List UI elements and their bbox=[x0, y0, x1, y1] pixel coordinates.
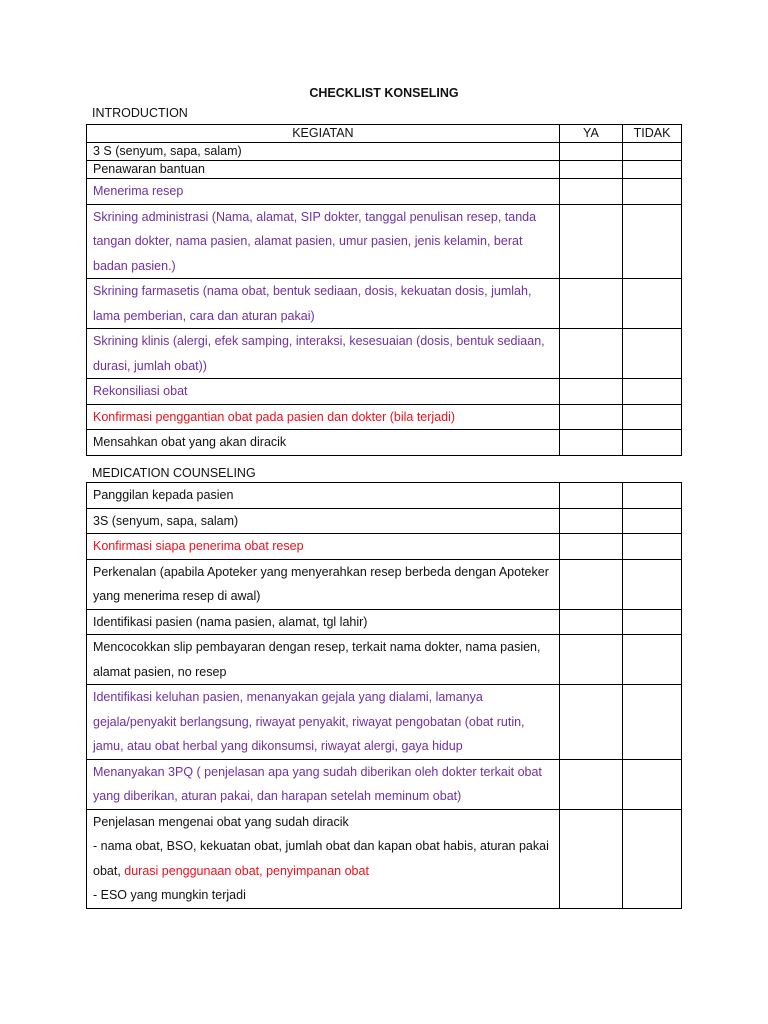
activity-cell: Penawaran bantuan bbox=[87, 161, 560, 179]
tidak-checkbox-cell[interactable] bbox=[623, 609, 682, 635]
activity-cell: Panggilan kepada pasien bbox=[87, 483, 560, 509]
ya-checkbox-cell[interactable] bbox=[559, 685, 622, 760]
table-row bbox=[87, 609, 682, 635]
activity-cell: Perkenalan (apabila Apoteker yang menyerahkan resep berbeda dengan Apoteker yang menerima resep di awal) bbox=[87, 559, 560, 609]
table-row bbox=[87, 483, 682, 509]
table-row bbox=[87, 279, 682, 329]
tidak-checkbox-cell[interactable] bbox=[623, 483, 682, 509]
table-row bbox=[87, 508, 682, 534]
ya-checkbox-cell[interactable] bbox=[559, 379, 622, 405]
activity-cell: Identifikasi pasien (nama pasien, alamat, tgl lahir) bbox=[87, 609, 560, 635]
tidak-checkbox-cell[interactable] bbox=[623, 508, 682, 534]
table-row bbox=[87, 759, 682, 809]
ya-checkbox-cell[interactable] bbox=[559, 204, 622, 279]
tidak-checkbox-cell[interactable] bbox=[623, 559, 682, 609]
ya-checkbox-cell[interactable] bbox=[559, 279, 622, 329]
ya-checkbox-cell[interactable] bbox=[559, 809, 622, 908]
activity-cell: Skrining klinis (alergi, efek samping, interaksi, kesesuaian (dosis, bentuk sediaan, durasi, jumlah obat)) bbox=[87, 329, 560, 379]
medication-counseling-table bbox=[86, 482, 682, 909]
section-heading-medication-counseling: MEDICATION COUNSELING bbox=[92, 466, 256, 480]
activity-cell: Konfirmasi siapa penerima obat resep bbox=[87, 534, 560, 560]
bullet-text: - nama obat, BSO, kekuatan obat, jumlah obat dan kapan obat habis, aturan pakai obat, bbox=[93, 839, 549, 878]
activity-cell: Skrining administrasi (Nama, alamat, SIP dokter, tanggal penulisan resep, tanda tangan dokter, nama pasien, alamat pasien, umur pasien, jenis kelamin, berat badan pasien.) bbox=[87, 204, 560, 279]
activity-cell: 3 S (senyum, sapa, salam) bbox=[87, 143, 560, 161]
table-row bbox=[87, 204, 682, 279]
tidak-checkbox-cell[interactable] bbox=[623, 179, 682, 205]
ya-checkbox-cell[interactable] bbox=[559, 559, 622, 609]
tidak-checkbox-cell[interactable] bbox=[623, 809, 682, 908]
activity-cell: Identifikasi keluhan pasien, menanyakan gejala yang dialami, lamanya gejala/penyakit berlangsung, riwayat penyakit, riwayat pengobatan (obat rutin, jamu, atau obat herbal yang dikonsumsi, riwayat alergi, gaya hidup bbox=[87, 685, 560, 760]
tidak-checkbox-cell[interactable] bbox=[623, 685, 682, 760]
ya-checkbox-cell[interactable] bbox=[559, 143, 622, 161]
tidak-checkbox-cell[interactable] bbox=[623, 430, 682, 456]
tidak-checkbox-cell[interactable] bbox=[623, 759, 682, 809]
ya-checkbox-cell[interactable] bbox=[559, 635, 622, 685]
table-row bbox=[87, 685, 682, 760]
activity-cell: Mensahkan obat yang akan diracik bbox=[87, 430, 560, 456]
tidak-checkbox-cell[interactable] bbox=[623, 143, 682, 161]
tidak-checkbox-cell[interactable] bbox=[623, 379, 682, 405]
table-row bbox=[87, 329, 682, 379]
page-title: CHECKLIST KONSELING bbox=[309, 86, 459, 100]
header-kegiatan: KEGIATAN bbox=[87, 125, 560, 143]
activity-cell bbox=[87, 809, 560, 908]
ya-checkbox-cell[interactable] bbox=[559, 161, 622, 179]
tidak-checkbox-cell[interactable] bbox=[623, 161, 682, 179]
tidak-checkbox-cell[interactable] bbox=[623, 635, 682, 685]
table-row bbox=[87, 635, 682, 685]
ya-checkbox-cell[interactable] bbox=[559, 404, 622, 430]
ya-checkbox-cell[interactable] bbox=[559, 534, 622, 560]
activity-cell: Rekonsiliasi obat bbox=[87, 379, 560, 405]
activity-cell: Skrining farmasetis (nama obat, bentuk sediaan, dosis, kekuatan dosis, jumlah, lama pemberian, cara dan aturan pakai) bbox=[87, 279, 560, 329]
ya-checkbox-cell[interactable] bbox=[559, 759, 622, 809]
bullet-highlight: durasi penggunaan obat, penyimpanan obat bbox=[124, 863, 369, 878]
tidak-checkbox-cell[interactable] bbox=[623, 329, 682, 379]
tidak-checkbox-cell[interactable] bbox=[623, 279, 682, 329]
tidak-checkbox-cell[interactable] bbox=[623, 404, 682, 430]
table-row bbox=[87, 179, 682, 205]
bullet-item bbox=[93, 834, 553, 883]
table-row bbox=[87, 379, 682, 405]
ya-checkbox-cell[interactable] bbox=[559, 430, 622, 456]
header-tidak: TIDAK bbox=[623, 125, 682, 143]
ya-checkbox-cell[interactable] bbox=[559, 609, 622, 635]
ya-checkbox-cell[interactable] bbox=[559, 508, 622, 534]
introduction-table bbox=[86, 124, 682, 456]
table-row bbox=[87, 559, 682, 609]
ya-checkbox-cell[interactable] bbox=[559, 329, 622, 379]
ya-checkbox-cell[interactable] bbox=[559, 483, 622, 509]
tidak-checkbox-cell[interactable] bbox=[623, 534, 682, 560]
table-row bbox=[87, 143, 682, 161]
tidak-checkbox-cell[interactable] bbox=[623, 204, 682, 279]
bullet-item: - ESO yang mungkin terjadi bbox=[93, 888, 246, 902]
table-row bbox=[87, 534, 682, 560]
ya-checkbox-cell[interactable] bbox=[559, 179, 622, 205]
activity-cell: Konfirmasi penggantian obat pada pasien dan dokter (bila terjadi) bbox=[87, 404, 560, 430]
activity-cell: Menanyakan 3PQ ( penjelasan apa yang sudah diberikan oleh dokter terkait obat yang diberikan, aturan pakai, dan harapan setelah meminum obat) bbox=[87, 759, 560, 809]
activity-cell: 3S (senyum, sapa, salam) bbox=[87, 508, 560, 534]
table-row bbox=[87, 161, 682, 179]
explanation-line: Penjelasan mengenai obat yang sudah diracik bbox=[93, 814, 349, 829]
section-heading-introduction: INTRODUCTION bbox=[92, 106, 188, 120]
table-row bbox=[87, 430, 682, 456]
table-row bbox=[87, 809, 682, 908]
activity-cell: Menerima resep bbox=[87, 179, 560, 205]
table-row bbox=[87, 404, 682, 430]
header-ya: YA bbox=[559, 125, 622, 143]
activity-cell: Mencocokkan slip pembayaran dengan resep, terkait nama dokter, nama pasien, alamat pasien, no resep bbox=[87, 635, 560, 685]
